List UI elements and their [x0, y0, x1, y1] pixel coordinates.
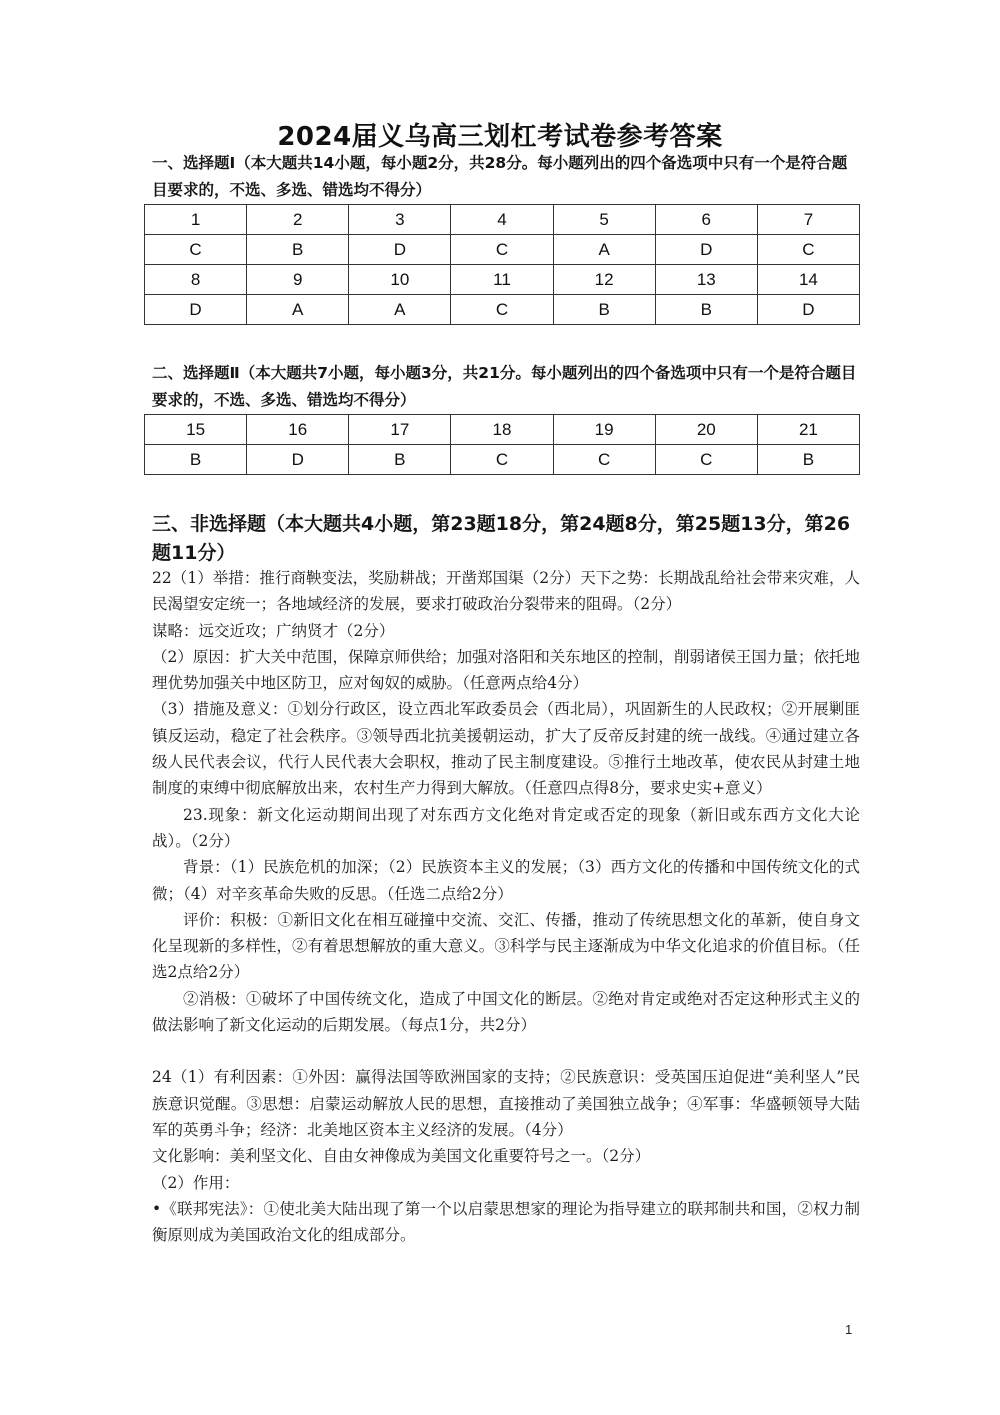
answer-cell: D: [349, 235, 451, 265]
answer-cell: A: [349, 295, 451, 325]
question-number-cell: 18: [451, 415, 553, 445]
question-number-cell: 11: [451, 265, 553, 295]
answer-24-1-culture: 文化影响：美利坚文化、自由女神像成为美国文化重要符号之一。（2分）: [152, 1147, 651, 1166]
question-number-cell: 3: [349, 205, 451, 235]
answer-cell: C: [145, 235, 247, 265]
question-number-row: [145, 415, 860, 445]
answer-22-1-strategy: 谋略：远交近攻；广纳贤才（2分）: [152, 621, 395, 640]
answer-row: [145, 235, 860, 265]
question-number-row: [145, 265, 860, 295]
section1-answer-table: [144, 204, 860, 325]
answer-23-background: 背景：（1）民族危机的加深；（2）民族资本主义的发展；（3）西方文化的传播和中国传统文化的式微；（4）对辛亥革命失败的反思。（任选二点给2分）: [152, 858, 860, 903]
question-number-cell: 15: [145, 415, 247, 445]
document-title: 2024届义乌高三划杠考试卷参考答案: [277, 122, 723, 152]
answer-23-phenomenon: 23.现象：新文化运动期间出现了对东西方文化绝对肯定或否定的现象（新旧或东西方文化大论战）。（2分）: [152, 805, 860, 850]
answer-cell: B: [247, 235, 349, 265]
question-number-cell: 9: [247, 265, 349, 295]
answer-cell: C: [757, 235, 859, 265]
question-number-cell: 8: [145, 265, 247, 295]
answer-24-2: （2）作用：: [152, 1173, 240, 1192]
answer-23-evaluation-positive: 评价：积极：①新旧文化在相互碰撞中交流、交汇、传播，推动了传统思想文化的革新，使自身文化呈现新的多样性，②有着思想解放的重大意义。③科学与民主逐渐成为中华文化追求的价值目标。（任选2点给2分）: [152, 910, 860, 982]
section3-heading: 三、非选择题（本大题共4小题，第23题18分，第24题8分，第25题13分，第26题11分）: [152, 513, 851, 564]
question-number-cell: 16: [247, 415, 349, 445]
answer-body: [152, 565, 860, 1248]
answer-cell: B: [553, 295, 655, 325]
answer-23-evaluation-negative: ②消极：①破坏了中国传统文化，造成了中国文化的断层。②绝对肯定或绝对否定这种形式主义的做法影响了新文化运动的后期发展。（每点1分，共2分）: [152, 989, 860, 1035]
question-number-cell: 12: [553, 265, 655, 295]
answer-cell: B: [757, 445, 859, 475]
question-number-cell: 13: [655, 265, 757, 295]
question-number-cell: 14: [757, 265, 859, 295]
question-number-cell: 2: [247, 205, 349, 235]
question-number-cell: 1: [145, 205, 247, 235]
answer-22-3: （3）措施及意义：①划分行政区，设立西北军政委员会（西北局），巩固新生的人民政权；②开展剿匪镇反运动，稳定了社会秩序。③领导西北抗美援朝运动，扩大了反帝反封建的统一战线。④通过建立各级人民代表会议，代行人民代表大会职权，推动了民主制度建设。⑤推行土地改革，使农民从封建土地制度的束缚中彻底解放出来，农村生产力得到大解放。（任意四点得8分，要求史实+意义）: [152, 700, 860, 798]
answer-cell: B: [349, 445, 451, 475]
answer-cell: D: [145, 295, 247, 325]
answer-22-2: （2）原因：扩大关中范围，保障京师供给；加强对洛阳和关东地区的控制，削弱诸侯王国力量；依托地理优势加强关中地区防卫，应对匈奴的威胁。（任意两点给4分）: [152, 647, 860, 693]
question-number-cell: 10: [349, 265, 451, 295]
section1-heading: 一、选择题Ⅰ（本大题共14小题，每小题2分，共28分。每小题列出的四个备选项中只有一个是符合题目要求的，不选、多选、错选均不得分）: [152, 154, 848, 199]
question-number-cell: 20: [655, 415, 757, 445]
answer-row: [145, 295, 860, 325]
question-number-cell: 7: [757, 205, 859, 235]
question-number-cell: 5: [553, 205, 655, 235]
question-number-cell: 6: [655, 205, 757, 235]
answer-cell: A: [247, 295, 349, 325]
answer-cell: C: [451, 445, 553, 475]
section2-heading: 二、选择题Ⅱ（本大题共7小题，每小题3分，共21分。每小题列出的四个备选项中只有一个是符合题目要求的，不选、多选、错选均不得分）: [152, 364, 857, 409]
answer-cell: C: [655, 445, 757, 475]
answer-24-2-constitution: •《联邦宪法》：①使北美大陆出现了第一个以启蒙思想家的理论为指导建立的联邦制共和国，②权力制衡原则成为美国政治文化的组成部分。: [152, 1199, 860, 1245]
question-number-cell: 21: [757, 415, 859, 445]
section2-answer-table: [144, 414, 860, 475]
answer-cell: C: [553, 445, 655, 475]
answer-22-1: 22（1）举措：推行商鞅变法，奖励耕战；开凿郑国渠（2分）天下之势：长期战乱给社会带来灾难，人民渴望安定统一；各地域经济的发展，要求打破政治分裂带来的阻碍。（2分）: [152, 569, 860, 614]
page-number: 1: [845, 1322, 853, 1337]
answer-cell: C: [451, 235, 553, 265]
question-number-row: [145, 205, 860, 235]
answer-cell: B: [145, 445, 247, 475]
answer-cell: A: [553, 235, 655, 265]
answer-cell: D: [757, 295, 859, 325]
answer-cell: D: [655, 235, 757, 265]
answer-row: [145, 445, 860, 475]
answer-cell: D: [247, 445, 349, 475]
answer-cell: B: [655, 295, 757, 325]
answer-cell: C: [451, 295, 553, 325]
question-number-cell: 17: [349, 415, 451, 445]
answer-24-1: 24（1）有利因素：①外因：赢得法国等欧洲国家的支持；②民族意识：受英国压迫促进“美利坚人”民族意识觉醒。③思想：启蒙运动解放人民的思想，直接推动了美国独立战争；④军事：华盛顿领导大陆军的英勇斗争；经济：北美地区资本主义经济的发展。（4分）: [152, 1068, 860, 1139]
question-number-cell: 19: [553, 415, 655, 445]
question-number-cell: 4: [451, 205, 553, 235]
